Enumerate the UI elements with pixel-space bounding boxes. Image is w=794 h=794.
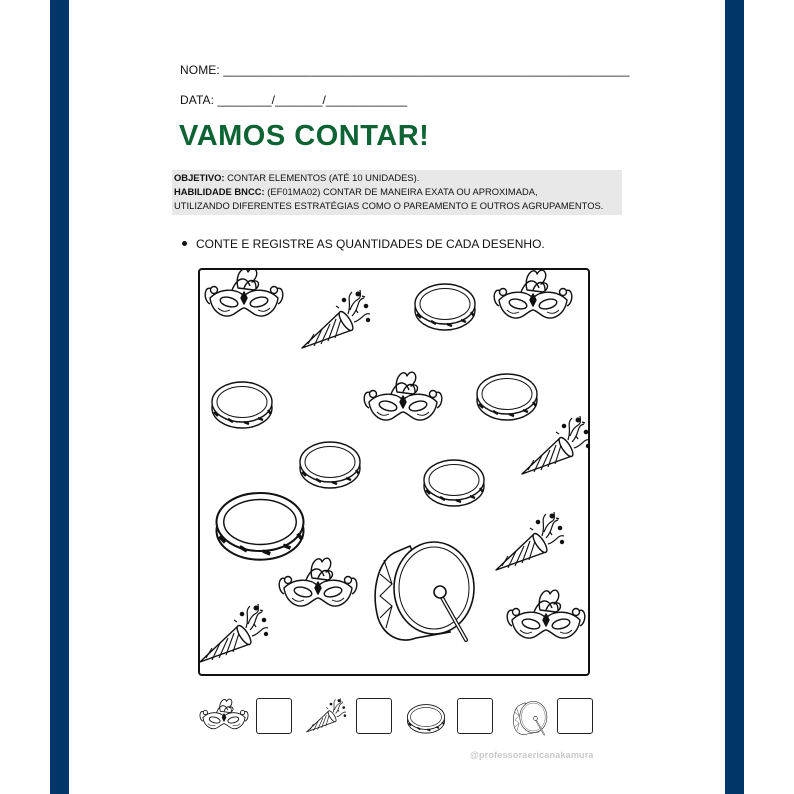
mask-icon <box>205 270 283 316</box>
tambourine-icon <box>217 493 304 560</box>
skill-text: (EF01MA02) CONTAR DE MANEIRA EXATA OU APROXIMADA, <box>264 186 538 197</box>
objective-label: OBJETIVO: <box>174 172 225 183</box>
answer-box-tambourines[interactable] <box>457 698 493 734</box>
tambourine-icon <box>300 442 360 488</box>
mask-icon <box>200 699 248 729</box>
instruction <box>182 237 545 251</box>
mask-icon <box>494 270 572 318</box>
answer-row <box>198 696 598 738</box>
mask-icon <box>507 590 585 638</box>
name-field-line[interactable]: NOME: ____________________________________________________________ <box>180 63 630 77</box>
answer-box-masks[interactable] <box>256 698 292 734</box>
watermark: @professoraericanakamura <box>470 750 594 760</box>
drum-icon <box>375 542 474 640</box>
party-cone-icon <box>307 698 346 732</box>
counting-picture-frame <box>198 268 590 676</box>
party-cone-icon <box>200 604 268 662</box>
party-cone-icon <box>522 416 588 474</box>
answer-box-drums[interactable] <box>557 698 593 734</box>
answer-box-cones[interactable] <box>356 698 392 734</box>
tambourine-icon <box>415 284 475 330</box>
drum-icon <box>513 701 547 734</box>
objective-row <box>174 172 419 183</box>
bullet-icon <box>182 241 187 246</box>
mask-icon <box>364 372 442 420</box>
tambourine-icon <box>424 460 484 506</box>
tambourine-icon <box>477 374 537 420</box>
instruction-text: CONTE E REGISTRE AS QUANTIDADES DE CADA DESENHO. <box>196 237 545 251</box>
objective-text: CONTAR ELEMENTOS (ATÉ 10 UNIDADES). <box>224 172 420 183</box>
mask-icon <box>279 558 357 606</box>
counting-picture <box>200 270 588 674</box>
worksheet-title: VAMOS CONTAR! <box>179 120 430 152</box>
skill-row <box>174 186 538 197</box>
left-border-band <box>50 0 69 794</box>
tambourine-icon <box>407 705 444 734</box>
right-border-band <box>725 0 744 794</box>
objective-box <box>172 170 622 215</box>
skill-label: HABILIDADE BNCC: <box>174 186 265 197</box>
tambourine-icon <box>212 382 272 428</box>
skill-row-2: UTILIZANDO DIFERENTES ESTRATÉGIAS COMO O PAREAMENTO E OUTROS AGRUPAMENTOS. <box>174 200 604 211</box>
party-cone-icon <box>302 290 370 348</box>
date-field-line[interactable]: DATA: ________/_______/____________ <box>180 93 408 107</box>
party-cone-icon <box>496 512 564 570</box>
